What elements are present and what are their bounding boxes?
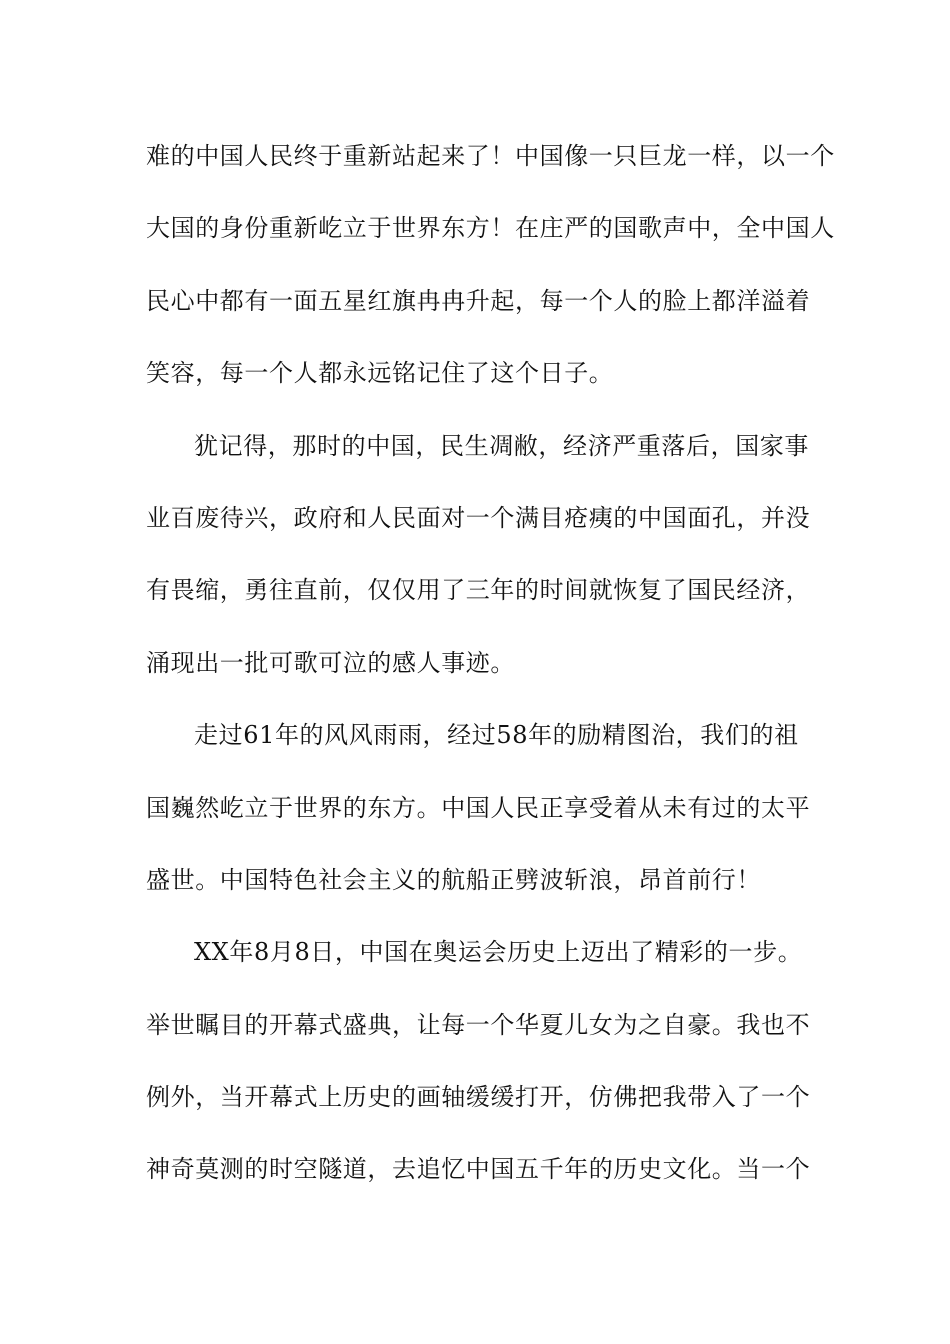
paragraph-2-line-4: 涌现出一批可歌可泣的感人事迹。 xyxy=(146,648,515,677)
paragraph-3-line-2: 国巍然屹立于世界的东方。中国人民正享受着从未有过的太平 xyxy=(146,793,811,822)
paragraph-4-line-3: 例外，当开幕式上历史的画轴缓缓打开，仿佛把我带入了一个 xyxy=(146,1083,811,1112)
text-line-3: 民心中都有一面五星红旗冉冉升起，每一个人的脸上都洋溢着 xyxy=(146,286,811,315)
body-text xyxy=(146,130,835,1216)
paragraph-4-line-1: XX年8月8日，中国在奥运会历史上迈出了精彩的一步。 xyxy=(194,938,803,967)
paragraph-3-line-3: 盛世。中国特色社会主义的航船正劈波斩浪，昂首前行！ xyxy=(146,865,761,894)
paragraph-2-line-1: 犹记得，那时的中国，民生凋敝，经济严重落后，国家事 xyxy=(194,431,809,460)
paragraph-3-line-1: 走过61年的风风雨雨，经过58年的励精图治，我们的祖 xyxy=(194,721,799,750)
paragraph-4-line-2: 举世瞩目的开幕式盛典，让每一个华夏儿女为之自豪。我也不 xyxy=(146,1010,811,1039)
text-line-4: 笑容，每一个人都永远铭记住了这个日子。 xyxy=(146,359,614,388)
paragraph-2-line-2: 业百废待兴，政府和人民面对一个满目疮痍的中国面孔，并没 xyxy=(146,503,811,532)
text-line-2: 大国的身份重新屹立于世界东方！在庄严的国歌声中，全中国人 xyxy=(146,214,835,243)
text-line-1: 难的中国人民终于重新站起来了！中国像一只巨龙一样，以一个 xyxy=(146,142,835,170)
paragraph-4-line-4: 神奇莫测的时空隧道，去追忆中国五千年的历史文化。当一个 xyxy=(146,1155,811,1184)
paragraph-2-line-3: 有畏缩，勇往直前，仅仅用了三年的时间就恢复了国民经济， xyxy=(146,576,811,605)
